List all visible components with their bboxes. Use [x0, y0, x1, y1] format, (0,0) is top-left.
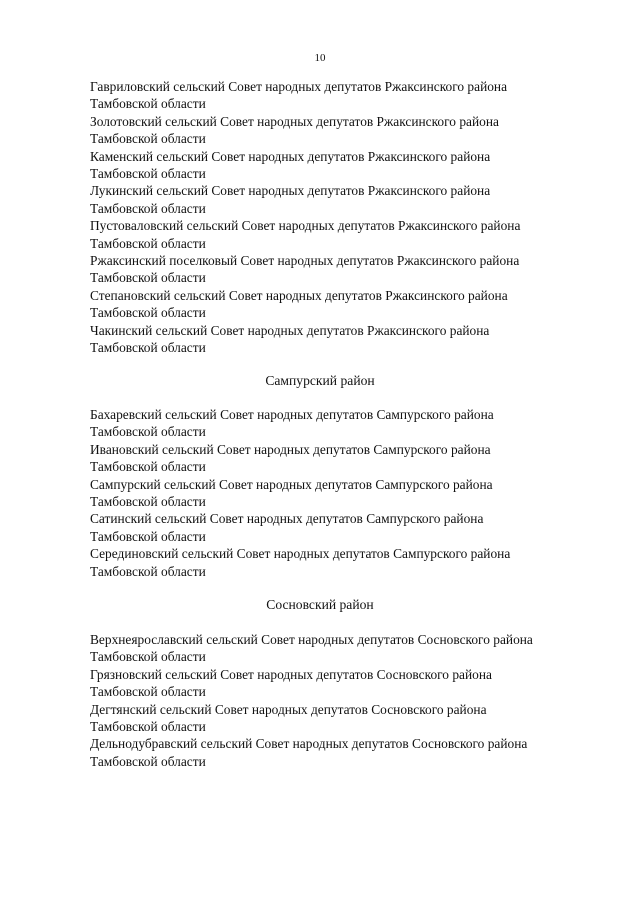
section-heading-sosnov: Сосновский район — [266, 597, 374, 612]
section-heading-sampur: Сампурский район — [265, 373, 375, 388]
rzhaksa-section — [90, 78, 610, 357]
entry-region: Тамбовской области — [90, 424, 206, 440]
entry-region: Тамбовской области — [90, 305, 206, 321]
entry-title: Сампурский сельский Совет народных депутатов Сампурского района — [90, 476, 493, 492]
entry-region: Тамбовской области — [90, 528, 206, 544]
entry-region: Тамбовской области — [90, 235, 206, 251]
entry-title: Серединовский сельский Совет народных депутатов Сампурского района — [90, 546, 511, 562]
entry-title: Грязновский сельский Совет народных депутатов Сосновского района — [90, 666, 492, 682]
entry-title: Сатинский сельский Совет народных депутатов Сампурского района — [90, 511, 484, 527]
list-item — [90, 510, 610, 545]
entry-title: Лукинский сельский Совет народных депутатов Ржаксинского района — [90, 183, 491, 199]
entry-region: Тамбовской области — [90, 719, 206, 735]
entry-region: Тамбовской области — [90, 563, 206, 579]
entry-title: Дегтянский сельский Совет народных депутатов Сосновского района — [90, 701, 487, 717]
entry-title: Золотовский сельский Совет народных депутатов Ржаксинского района — [90, 113, 499, 129]
list-item — [90, 631, 610, 666]
list-item — [90, 182, 610, 217]
list-item — [90, 217, 610, 252]
list-item — [90, 701, 610, 736]
list-item — [90, 666, 610, 701]
entry-region: Тамбовской области — [90, 200, 206, 216]
list-item — [90, 113, 610, 148]
entry-title: Дельнодубравский сельский Совет народных депутатов Сосновского района — [90, 736, 528, 752]
entry-title: Ржаксинский поселковый Совет народных депутатов Ржаксинского района — [90, 253, 520, 269]
entry-region: Тамбовской области — [90, 753, 206, 769]
entry-title: Пустоваловский сельский Совет народных депутатов Ржаксинского района — [90, 218, 521, 234]
entry-title: Верхнеярославский сельский Совет народных депутатов Сосновского района — [90, 632, 533, 647]
entry-title: Бахаревский сельский Совет народных депутатов Сампурского района — [90, 407, 494, 422]
list-item — [90, 78, 610, 113]
page-number: 10 — [314, 52, 326, 64]
entry-title: Чакинский сельский Совет народных депутатов Ржаксинского района — [90, 322, 490, 338]
entry-region: Тамбовской области — [90, 649, 206, 665]
list-item — [90, 735, 610, 770]
entry-region: Тамбовской области — [90, 684, 206, 700]
entry-region: Тамбовской области — [90, 131, 206, 147]
entry-title: Ивановский сельский Совет народных депутатов Сампурского района — [90, 441, 491, 457]
entry-region: Тамбовской области — [90, 166, 206, 182]
list-item — [90, 406, 610, 441]
entry-region: Тамбовской области — [90, 340, 206, 356]
entry-title: Гавриловский сельский Совет народных депутатов Ржаксинского района — [90, 79, 508, 94]
entry-region: Тамбовской области — [90, 459, 206, 475]
sampur-section — [90, 406, 610, 580]
sosnov-section — [90, 631, 610, 770]
entry-region: Тамбовской области — [90, 494, 206, 510]
list-item — [90, 322, 610, 357]
list-item — [90, 476, 610, 511]
entry-title: Степановский сельский Совет народных депутатов Ржаксинского района — [90, 287, 508, 303]
list-item — [90, 545, 610, 580]
entry-region: Тамбовской области — [90, 270, 206, 286]
list-item — [90, 287, 610, 322]
entry-title: Каменский сельский Совет народных депутатов Ржаксинского района — [90, 148, 491, 164]
entry-region: Тамбовской области — [90, 96, 206, 112]
list-item — [90, 252, 610, 287]
list-item — [90, 148, 610, 183]
list-item — [90, 441, 610, 476]
